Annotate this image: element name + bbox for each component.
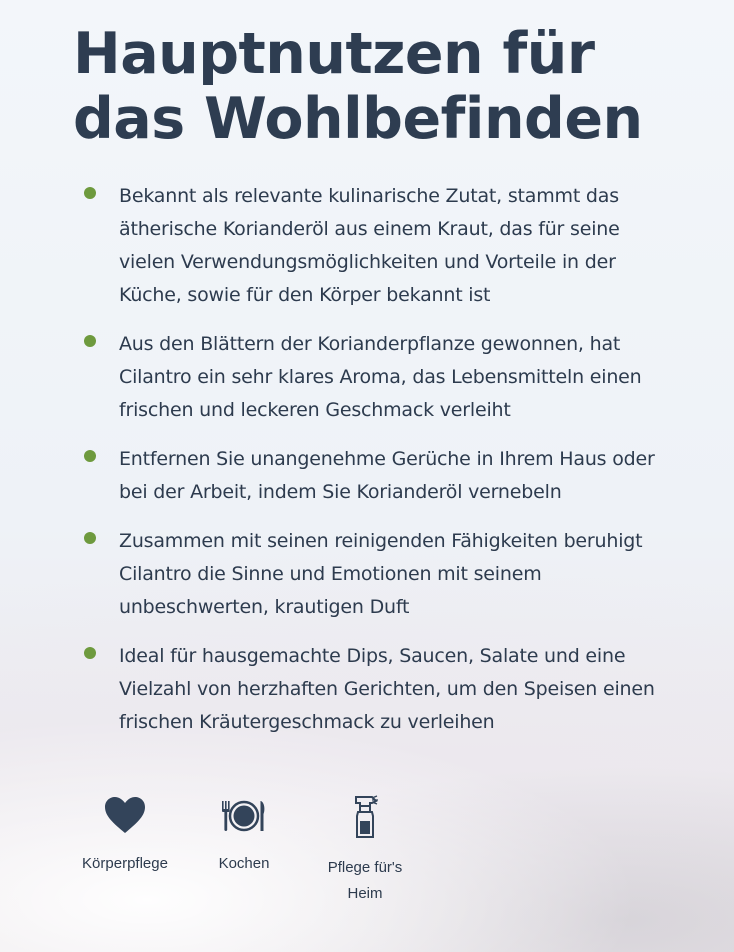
- bullet-icon: [84, 335, 96, 347]
- usage-pflege-heim: [316, 795, 414, 907]
- list-item: [0, 180, 734, 312]
- usage-kochen: [199, 795, 289, 877]
- benefit-list: [0, 180, 734, 755]
- list-item: [0, 525, 734, 624]
- benefit-text: Entfernen Sie unangenehme Gerüche in Ihrem Haus oder bei der Arbeit, indem Sie Korianderöl vernebeln: [119, 448, 655, 503]
- heart-icon: [103, 795, 147, 835]
- list-item: [0, 328, 734, 427]
- list-item: [0, 443, 734, 509]
- spray-bottle-icon: [350, 795, 380, 839]
- benefit-text: Ideal für hausgemachte Dips, Saucen, Salate und eine Vielzahl von herzhaften Gerichten, um den Speisen einen frischen Kräutergeschmack zu verleihen: [119, 645, 655, 733]
- usage-label: Pflege für's Heim: [327, 859, 403, 902]
- page-title: Hauptnutzen für das Wohlbefinden: [73, 21, 643, 152]
- benefit-text: Zusammen mit seinen reinigenden Fähigkeiten beruhigt Cilantro die Sinne und Emotionen mit seinem unbeschwerten, krautigen Duft: [119, 530, 643, 618]
- list-item: [0, 640, 734, 739]
- bullet-icon: [84, 647, 96, 659]
- usage-label: Körperpflege: [82, 855, 168, 872]
- bullet-icon: [84, 187, 96, 199]
- benefit-text: Bekannt als relevante kulinarische Zutat, stammt das ätherische Korianderöl aus einem Kraut, das für seine vielen Verwendungsmöglichkeiten und Vorteile in der Küche, sowie für den Körper bekannt ist: [119, 185, 620, 306]
- benefit-text: Aus den Blättern der Korianderpflanze gewonnen, hat Cilantro ein sehr klares Aroma, das Lebensmitteln einen frischen und leckeren Geschmack verleiht: [119, 333, 642, 421]
- usage-label: Kochen: [218, 855, 270, 872]
- bullet-icon: [84, 532, 96, 544]
- usage-icons: [0, 795, 734, 915]
- bullet-icon: [84, 450, 96, 462]
- plate-cutlery-icon: [221, 795, 267, 835]
- usage-koerperpflege: [70, 795, 180, 877]
